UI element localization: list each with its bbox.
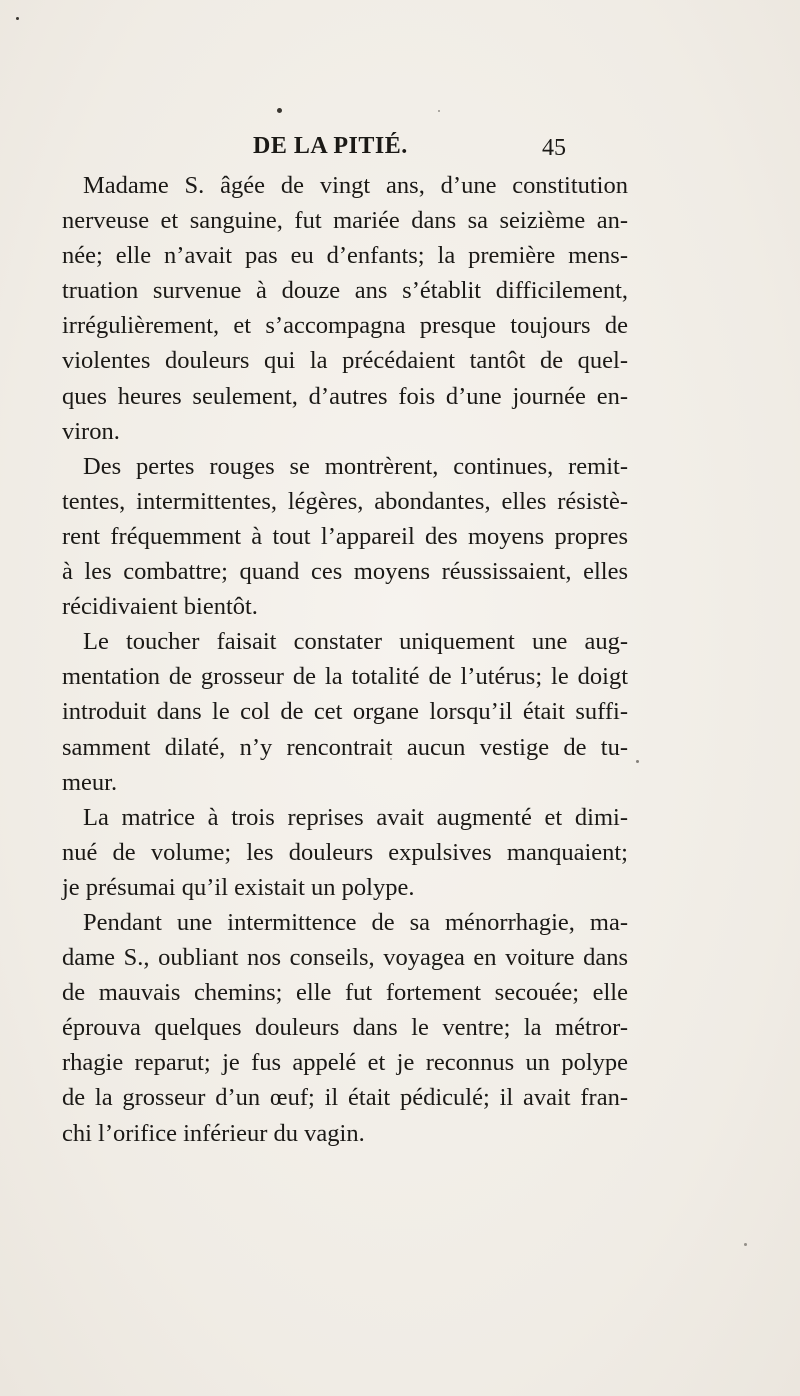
text-line: mentation de grosseur de la totalité de l’utérus; le doigt <box>62 663 628 691</box>
paper-speck <box>16 17 19 20</box>
text-line: rhagie reparut; je fus appelé et je reconnus un polype <box>62 1049 628 1077</box>
paragraph-3 <box>62 624 628 799</box>
text-line: nué de volume; les douleurs expulsives manquaient; <box>62 838 628 866</box>
paper-speck <box>390 758 392 760</box>
text-line: Des pertes rouges se montrèrent, continues, remit- <box>83 452 628 480</box>
text-line: truation survenue à douze ans s’établit difficilement, <box>62 277 628 305</box>
running-title: DE LA PITIÉ. <box>253 133 408 159</box>
text-line: récidivaient bientôt. <box>62 593 258 621</box>
text-line: samment dilaté, n’y rencontrait aucun vestige de tu- <box>62 733 628 761</box>
paragraph-4 <box>62 800 628 905</box>
text-line: Pendant une intermittence de sa ménorrhagie, ma- <box>83 908 628 936</box>
text-line: Madame S. âgée de vingt ans, d’une constitution <box>83 172 628 199</box>
text-line: meur. <box>62 768 118 796</box>
text-line: rent fréquemment à tout l’appareil des moyens propres <box>62 522 628 550</box>
paragraph-1 <box>62 168 628 449</box>
text-line: dame S., oubliant nos conseils, voyagea en voiture dans <box>62 944 628 972</box>
text-line: de la grosseur d’un œuf; il était pédiculé; il avait fran- <box>62 1084 628 1112</box>
paper-speck <box>277 108 282 113</box>
text-line: je présumai qu’il existait un polype. <box>62 873 415 901</box>
paper-speck <box>744 1243 747 1246</box>
running-head <box>0 133 800 163</box>
text-line: tentes, intermittentes, légères, abondantes, elles résistè- <box>62 487 628 515</box>
paragraph-5 <box>62 905 628 1151</box>
text-line: de mauvais chemins; elle fut fortement secouée; elle <box>62 979 628 1007</box>
text-line: La matrice à trois reprises avait augmenté et dimi- <box>83 803 628 831</box>
paragraph-2 <box>62 449 628 624</box>
text-line: née; elle n’avait pas eu d’enfants; la première mens- <box>62 242 628 270</box>
text-line: introduit dans le col de cet organe lorsqu’il était suffi- <box>62 698 628 726</box>
text-line: à les combattre; quand ces moyens réussissaient, elles <box>62 558 628 586</box>
text-line: ques heures seulement, d’autres fois d’une journée en- <box>62 382 628 410</box>
text-line: éprouva quelques douleurs dans le ventre; la métror- <box>62 1014 628 1042</box>
text-line: chi l’orifice inférieur du vagin. <box>62 1119 365 1147</box>
text-line: irrégulièrement, et s’accompagna presque toujours de <box>62 312 628 340</box>
body-text <box>62 168 628 1151</box>
text-line: nerveuse et sanguine, fut mariée dans sa seizième an- <box>62 207 628 235</box>
text-line: Le toucher faisait constater uniquement une aug- <box>83 628 628 656</box>
text-line: violentes douleurs qui la précédaient tantôt de quel- <box>62 347 628 375</box>
paper-speck <box>636 760 639 763</box>
paper-speck <box>438 110 440 112</box>
text-line: viron. <box>62 417 120 445</box>
page-number: 45 <box>542 135 566 161</box>
